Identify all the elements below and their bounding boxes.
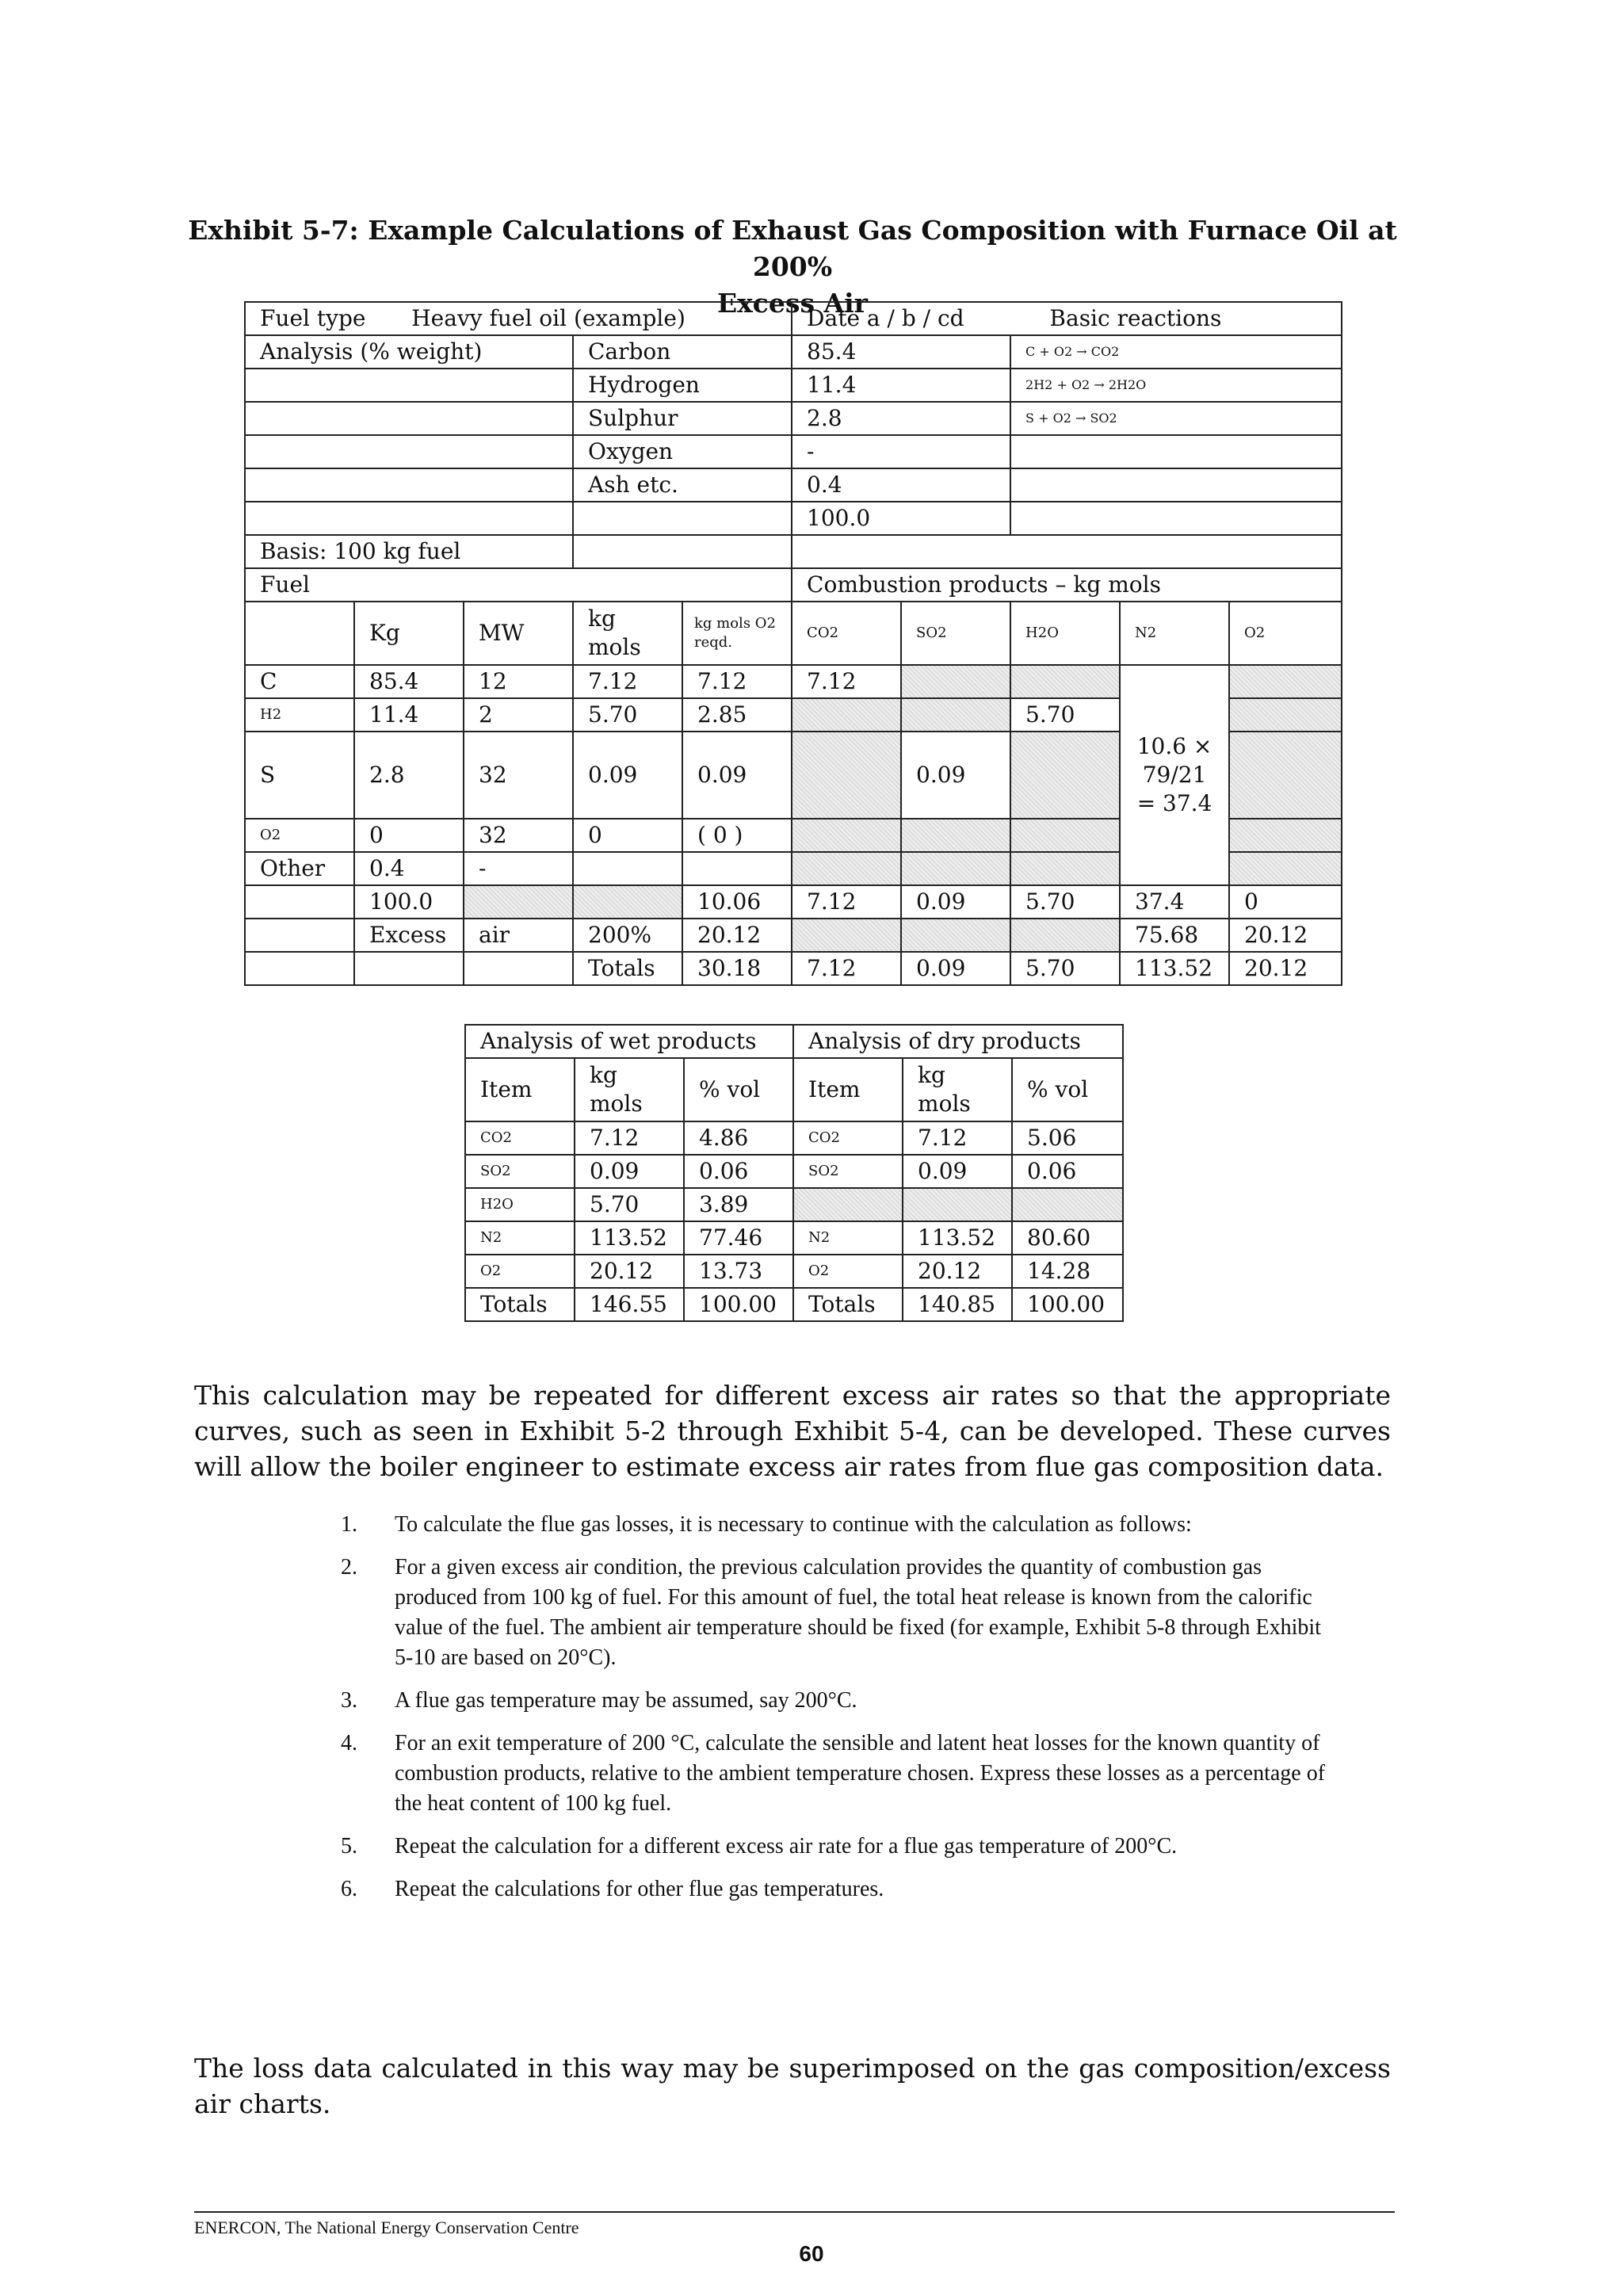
fuel-cell: C	[245, 665, 354, 698]
o2-reqd-cell	[682, 852, 792, 885]
wet-pctvol-cell: 0.06	[684, 1155, 793, 1188]
col-header-o2-reqd-line1: kg mols O2	[694, 615, 776, 632]
column-header-row	[245, 602, 1342, 665]
dry-pctvol-cell: 80.60	[1012, 1221, 1123, 1255]
o2-reqd-cell: 0.09	[682, 732, 792, 819]
excess-label-cell: Excess	[354, 919, 464, 952]
table-row	[245, 502, 1342, 535]
o2-product-cell	[1229, 819, 1342, 852]
o2-product-cell	[1229, 665, 1342, 698]
excess-n2-cell: 75.68	[1120, 919, 1229, 952]
fuel-cell: Other	[245, 852, 354, 885]
wet-kgmols-cell: 20.12	[575, 1255, 684, 1288]
wet-item-cell: CO2	[465, 1121, 575, 1155]
calculation-steps-list	[341, 1510, 1339, 1917]
kg-sum-cell: 100.0	[354, 885, 464, 919]
reaction-formula	[1010, 435, 1342, 468]
wet-products-header: Analysis of wet products	[465, 1025, 793, 1058]
table-row	[245, 535, 1342, 568]
analysis-label: Analysis (% weight)	[245, 335, 573, 369]
o2-reqd-cell: 2.85	[682, 698, 792, 732]
fuel-cell: H2	[245, 698, 354, 732]
dry-pctvol-cell	[1012, 1188, 1123, 1221]
step-text: For a given excess air condition, the previous calculation provides the quantity of combustion gas produced from 100 kg of fuel. For this amount of fuel, the total heat release is known from the calorific value of the fuel. The ambient air temperature should be fixed (for example, Exhibit 5-8 through Exhibit 5-10 are based on 20°C).	[395, 1555, 1321, 1670]
wet-pctvol-cell: 13.73	[684, 1255, 793, 1288]
table-row	[465, 1221, 1123, 1255]
h2o-cell	[1010, 732, 1120, 819]
dry-item-cell: O2	[793, 1255, 903, 1288]
col-header-pctvol: % vol	[684, 1058, 793, 1121]
totals-o2-product-cell: 20.12	[1229, 952, 1342, 985]
h2o-cell	[1010, 665, 1120, 698]
dry-item-cell: SO2	[793, 1155, 903, 1188]
dry-totals-label: Totals	[793, 1288, 903, 1321]
table-row	[245, 468, 1342, 502]
so2-cell	[901, 852, 1010, 885]
fuel-type-label: Fuel type	[260, 305, 366, 331]
totals-h2o-cell: 5.70	[1010, 952, 1120, 985]
col-header-kgmols: kg mols	[903, 1058, 1012, 1121]
totals-so2-cell: 0.09	[901, 952, 1010, 985]
o2-reqd-sum-cell: 10.06	[682, 885, 792, 919]
h2o-cell	[1010, 819, 1120, 852]
kg-cell: 0.4	[354, 852, 464, 885]
analysis-total: 100.0	[792, 502, 1010, 535]
analysis-pct: 85.4	[792, 335, 1010, 369]
analysis-pct: -	[792, 435, 1010, 468]
fuel-cell: O2	[245, 819, 354, 852]
col-header-kgmols: kg mols	[575, 1058, 684, 1121]
col-header-co2: CO2	[792, 602, 901, 665]
table-row	[465, 1288, 1123, 1321]
col-header-mw: MW	[464, 602, 573, 665]
reaction-formula: C + O2 → CO2	[1010, 335, 1342, 369]
wet-pctvol-cell: 4.86	[684, 1121, 793, 1155]
dry-kgmols-cell	[903, 1188, 1012, 1221]
co2-cell	[792, 732, 901, 819]
reaction-formula	[1010, 468, 1342, 502]
mw-cell: 2	[464, 698, 573, 732]
fuel-type-cell	[245, 302, 792, 335]
fuel-type-value: Heavy fuel oil (example)	[411, 305, 685, 331]
air-label-cell: air	[464, 919, 573, 952]
col-header-o2-reqd-line2: reqd.	[694, 634, 733, 651]
step-text: To calculate the flue gas losses, it is necessary to continue with the calculation as follows:	[395, 1512, 1192, 1537]
date-label: Date a / b / cd	[807, 305, 964, 331]
totals-co2-cell: 7.12	[792, 952, 901, 985]
wet-totals-pctvol: 100.00	[684, 1288, 793, 1321]
dry-totals-pctvol: 100.00	[1012, 1288, 1123, 1321]
wet-kgmols-cell: 113.52	[575, 1221, 684, 1255]
dry-item-cell: N2	[793, 1221, 903, 1255]
o2-product-cell	[1229, 698, 1342, 732]
wet-totals-kgmols: 146.55	[575, 1288, 684, 1321]
step-number: 5.	[341, 1834, 357, 1859]
col-header-kg: Kg	[354, 602, 464, 665]
col-header-kgmols: kg mols	[573, 602, 682, 665]
mw-cell: -	[464, 852, 573, 885]
so2-cell: 0.09	[901, 732, 1010, 819]
kgmols-cell	[573, 852, 682, 885]
h2o-cell	[1010, 852, 1120, 885]
analysis-pct: 2.8	[792, 402, 1010, 435]
table-row	[465, 1255, 1123, 1288]
wet-kgmols-cell: 0.09	[575, 1155, 684, 1188]
col-header-item: Item	[465, 1058, 575, 1121]
footer-divider	[194, 2211, 1395, 2213]
kgmols-cell: 5.70	[573, 698, 682, 732]
combustion-products-label: Combustion products – kg mols	[792, 568, 1342, 602]
fuel-cell: S	[245, 732, 354, 819]
analysis-element: Oxygen	[573, 435, 792, 468]
table-row	[465, 1188, 1123, 1221]
so2-cell	[901, 698, 1010, 732]
kgmols-cell: 0.09	[573, 732, 682, 819]
wet-totals-label: Totals	[465, 1288, 575, 1321]
closing-paragraph: The loss data calculated in this way may be superimposed on the gas composition/excess air charts.	[194, 2053, 1391, 2119]
analysis-element: Hydrogen	[573, 369, 792, 402]
table-row	[245, 435, 1342, 468]
exhibit-title-line1: Exhibit 5-7: Example Calculations of Exhaust Gas Composition with Furnace Oil at 200%	[188, 215, 1397, 282]
co2-cell	[792, 819, 901, 852]
col-header-so2: SO2	[901, 602, 1010, 665]
dry-kgmols-cell: 113.52	[903, 1221, 1012, 1255]
step-text: Repeat the calculations for other flue gas temperatures.	[395, 1877, 884, 1901]
table-row	[465, 1025, 1123, 1058]
col-header-o2: O2	[1229, 602, 1342, 665]
o2-product-cell	[1229, 732, 1342, 819]
o2-sum-cell: 0	[1229, 885, 1342, 919]
reaction-formula: 2H2 + O2 → 2H2O	[1010, 369, 1342, 402]
dry-kgmols-cell: 20.12	[903, 1255, 1012, 1288]
basis-label: Basis: 100 kg fuel	[245, 535, 573, 568]
n2-sum-cell: 37.4	[1120, 885, 1229, 919]
totals-label-cell: Totals	[573, 952, 682, 985]
kg-cell: 0	[354, 819, 464, 852]
totals-o2-cell: 30.18	[682, 952, 792, 985]
column-header-row	[465, 1058, 1123, 1121]
dry-products-header: Analysis of dry products	[793, 1025, 1123, 1058]
products-analysis-table	[464, 1024, 1124, 1322]
table-row	[245, 302, 1342, 335]
wet-kgmols-cell: 5.70	[575, 1188, 684, 1221]
kg-cell: 85.4	[354, 665, 464, 698]
dry-pctvol-cell: 14.28	[1012, 1255, 1123, 1288]
o2-reqd-cell: ( 0 )	[682, 819, 792, 852]
basic-reactions-label: Basic reactions	[1049, 305, 1222, 331]
table-row	[465, 1121, 1123, 1155]
table-row	[245, 919, 1342, 952]
dry-item-cell: CO2	[793, 1121, 903, 1155]
list-item	[341, 1729, 1339, 1819]
col-header-pctvol: % vol	[1012, 1058, 1123, 1121]
wet-item-cell: H2O	[465, 1188, 575, 1221]
table-row	[245, 335, 1342, 369]
mw-cell: 12	[464, 665, 573, 698]
kg-cell: 11.4	[354, 698, 464, 732]
table-row	[245, 885, 1342, 919]
date-cell	[792, 302, 1342, 335]
dry-pctvol-cell: 0.06	[1012, 1155, 1123, 1188]
step-number: 1.	[341, 1512, 357, 1537]
wet-item-cell: SO2	[465, 1155, 575, 1188]
body-paragraph: This calculation may be repeated for different excess air rates so that the appropriate curves, such as seen in Exhibit 5-2 through Exhibit 5-4, can be developed. These curves will allow the boiler engineer to estimate excess air rates from flue gas composition data.	[194, 1380, 1391, 1482]
wet-item-cell: N2	[465, 1221, 575, 1255]
analysis-element: Ash etc.	[573, 468, 792, 502]
dry-pctvol-cell: 5.06	[1012, 1121, 1123, 1155]
exhibit-title-line2: Excess Air	[716, 288, 869, 319]
dry-kgmols-cell: 0.09	[903, 1155, 1012, 1188]
dry-item-cell	[793, 1188, 903, 1221]
so2-cell	[901, 819, 1010, 852]
reaction-formula: S + O2 → SO2	[1010, 402, 1342, 435]
table-row	[245, 402, 1342, 435]
analysis-element: Carbon	[573, 335, 792, 369]
co2-cell	[792, 852, 901, 885]
excess-o2-cell: 20.12	[682, 919, 792, 952]
o2-product-cell	[1229, 852, 1342, 885]
list-item	[341, 1510, 1339, 1540]
table-row	[465, 1155, 1123, 1188]
col-header-h2o: H2O	[1010, 602, 1120, 665]
col-header-o2-reqd	[682, 602, 792, 665]
excess-pct-cell: 200%	[573, 919, 682, 952]
kgmols-cell: 7.12	[573, 665, 682, 698]
h2o-cell: 5.70	[1010, 698, 1120, 732]
table-row	[245, 665, 1342, 698]
table-row	[245, 369, 1342, 402]
co2-sum-cell: 7.12	[792, 885, 901, 919]
n2-calculation-cell: 10.6 × 79/21 = 37.4	[1120, 665, 1229, 885]
table-row	[245, 568, 1342, 602]
wet-pctvol-cell: 3.89	[684, 1188, 793, 1221]
step-text: Repeat the calculation for a different excess air rate for a flue gas temperature of 200°C.	[395, 1834, 1178, 1859]
h2o-sum-cell: 5.70	[1010, 885, 1120, 919]
totals-n2-cell: 113.52	[1120, 952, 1229, 985]
co2-cell: 7.12	[792, 665, 901, 698]
analysis-element: Sulphur	[573, 402, 792, 435]
combustion-calculation-table	[244, 301, 1342, 986]
list-item	[341, 1686, 1339, 1716]
step-number: 3.	[341, 1688, 357, 1713]
list-item	[341, 1553, 1339, 1673]
step-number: 4.	[341, 1731, 357, 1755]
wet-pctvol-cell: 77.46	[684, 1221, 793, 1255]
col-header-n2: N2	[1120, 602, 1229, 665]
excess-o2-product-cell: 20.12	[1229, 919, 1342, 952]
step-number: 2.	[341, 1555, 357, 1580]
analysis-pct: 11.4	[792, 369, 1010, 402]
mw-cell: 32	[464, 819, 573, 852]
col-header-item: Item	[793, 1058, 903, 1121]
wet-kgmols-cell: 7.12	[575, 1121, 684, 1155]
list-item	[341, 1874, 1339, 1904]
dry-kgmols-cell: 7.12	[903, 1121, 1012, 1155]
kgmols-cell: 0	[573, 819, 682, 852]
wet-item-cell: O2	[465, 1255, 575, 1288]
dry-totals-kgmols: 140.85	[903, 1288, 1012, 1321]
so2-cell	[901, 665, 1010, 698]
kg-cell: 2.8	[354, 732, 464, 819]
fuel-label: Fuel	[245, 568, 792, 602]
so2-sum-cell: 0.09	[901, 885, 1010, 919]
mw-cell: 32	[464, 732, 573, 819]
list-item	[341, 1832, 1339, 1862]
step-number: 6.	[341, 1877, 357, 1901]
analysis-pct: 0.4	[792, 468, 1010, 502]
step-text: A flue gas temperature may be assumed, say 200°C.	[395, 1688, 857, 1713]
o2-reqd-cell: 7.12	[682, 665, 792, 698]
page-number: 60	[799, 2241, 824, 2266]
step-text: For an exit temperature of 200 °C, calculate the sensible and latent heat losses for the known quantity of combustion products, relative to the ambient temperature chosen. Express these losses as a percentage of the heat content of 100 kg fuel.	[395, 1731, 1326, 1816]
table-row	[245, 952, 1342, 985]
co2-cell	[792, 698, 901, 732]
footer-text: ENERCON, The National Energy Conservation Centre	[194, 2218, 579, 2237]
